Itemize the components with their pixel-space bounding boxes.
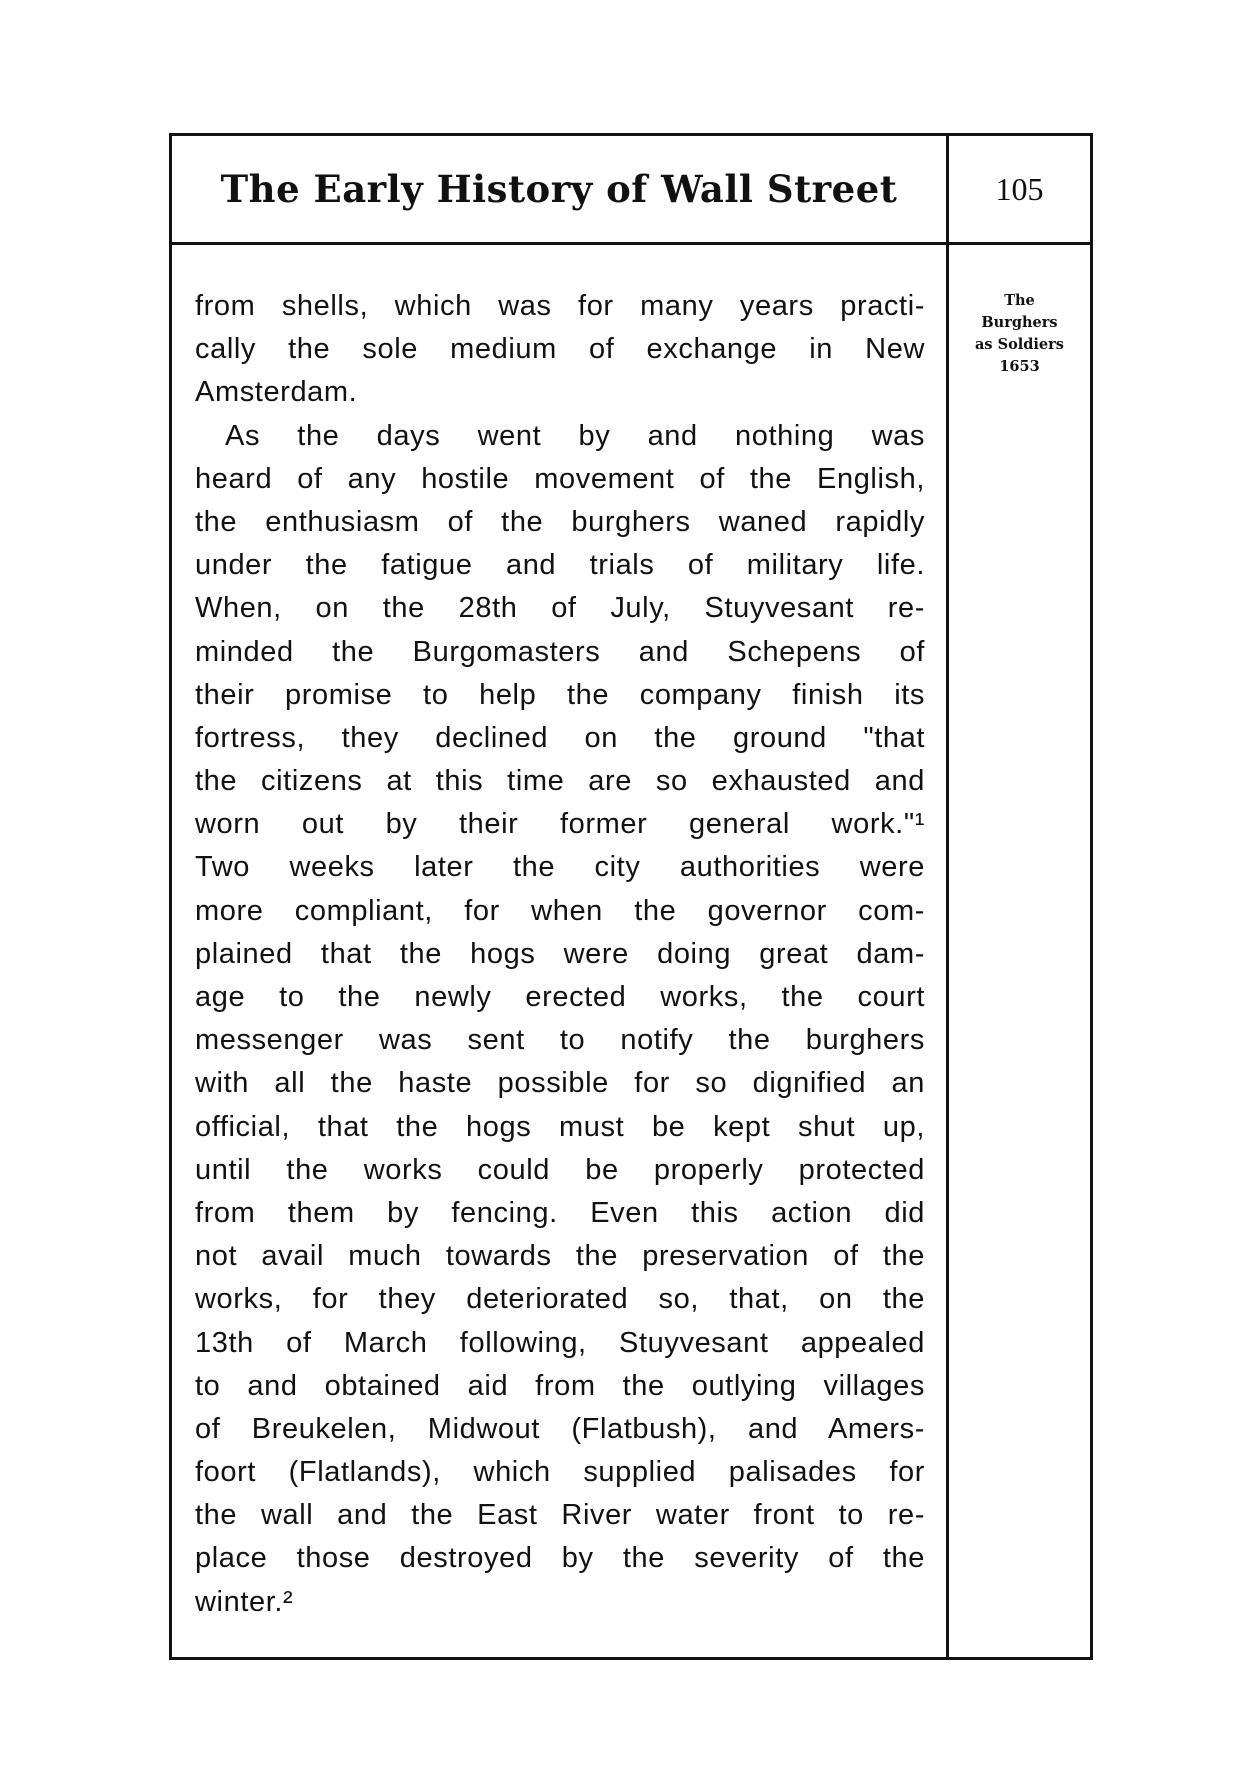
marginal-note-line: Burghers xyxy=(981,314,1058,331)
text-line: works, for they deteriorated so, that, on the xyxy=(195,1283,925,1316)
text-line: the wall and the East River water front to re- xyxy=(195,1499,925,1532)
text-line: under the fatigue and trials of military life. xyxy=(195,549,925,582)
text-line: winter.² xyxy=(195,1585,294,1618)
text-line: heard of any hostile movement of the English, xyxy=(195,462,925,495)
text-line: foort (Flatlands), which supplied palisades for xyxy=(195,1456,925,1489)
text-line: Two weeks later the city authorities were xyxy=(195,851,925,884)
marginal-note xyxy=(949,290,1090,378)
text-line: to and obtained aid from the outlying villages xyxy=(195,1369,925,1402)
page-number: 105 xyxy=(995,170,1044,207)
text-line: age to the newly erected works, the court xyxy=(195,981,925,1013)
text-line: place those destroyed by the severity of the xyxy=(195,1542,925,1575)
text-line: with all the haste possible for so dignified an xyxy=(195,1067,925,1100)
text-line: from shells, which was for many years practi- xyxy=(195,290,925,322)
text-line: from them by fencing. Even this action did xyxy=(195,1196,925,1229)
marginal-note-line: 1653 xyxy=(999,358,1040,375)
text-line: When, on the 28th of July, Stuyvesant re- xyxy=(195,592,925,625)
body-text xyxy=(195,285,925,1624)
text-line: plained that the hogs were doing great dam- xyxy=(195,937,925,970)
text-line: of Breukelen, Midwout (Flatbush), and Amers- xyxy=(195,1412,925,1445)
text-line: until the works could be properly protected xyxy=(195,1153,925,1186)
text-line: 13th of March following, Stuyvesant appealed xyxy=(195,1326,925,1359)
text-line: official, that the hogs must be kept shut up, xyxy=(195,1110,925,1143)
text-line: the citizens at this time are so exhausted and xyxy=(195,765,925,798)
text-line: cally the sole medium of exchange in New xyxy=(195,333,925,366)
marginal-note-line: as Soldiers xyxy=(975,336,1064,353)
text-line: their promise to help the company finish its xyxy=(195,678,925,711)
text-line: the enthusiasm of the burghers waned rapidly xyxy=(195,505,925,538)
text-line: minded the Burgomasters and Schepens of xyxy=(195,635,925,668)
text-line: fortress, they declined on the ground "that xyxy=(195,721,925,754)
text-line: more compliant, for when the governor com- xyxy=(195,894,925,927)
marginal-note-line: The xyxy=(1004,292,1035,309)
text-line: worn out by their former general work."¹ xyxy=(195,808,925,841)
text-line: not avail much towards the preservation of the xyxy=(195,1240,925,1273)
text-line: As the days went by and nothing was xyxy=(225,419,925,452)
text-line: messenger was sent to notify the burghers xyxy=(195,1024,925,1057)
running-title: The Early History of Wall Street xyxy=(220,167,898,211)
text-line: Amsterdam. xyxy=(195,376,358,409)
header-divider xyxy=(169,242,1093,245)
